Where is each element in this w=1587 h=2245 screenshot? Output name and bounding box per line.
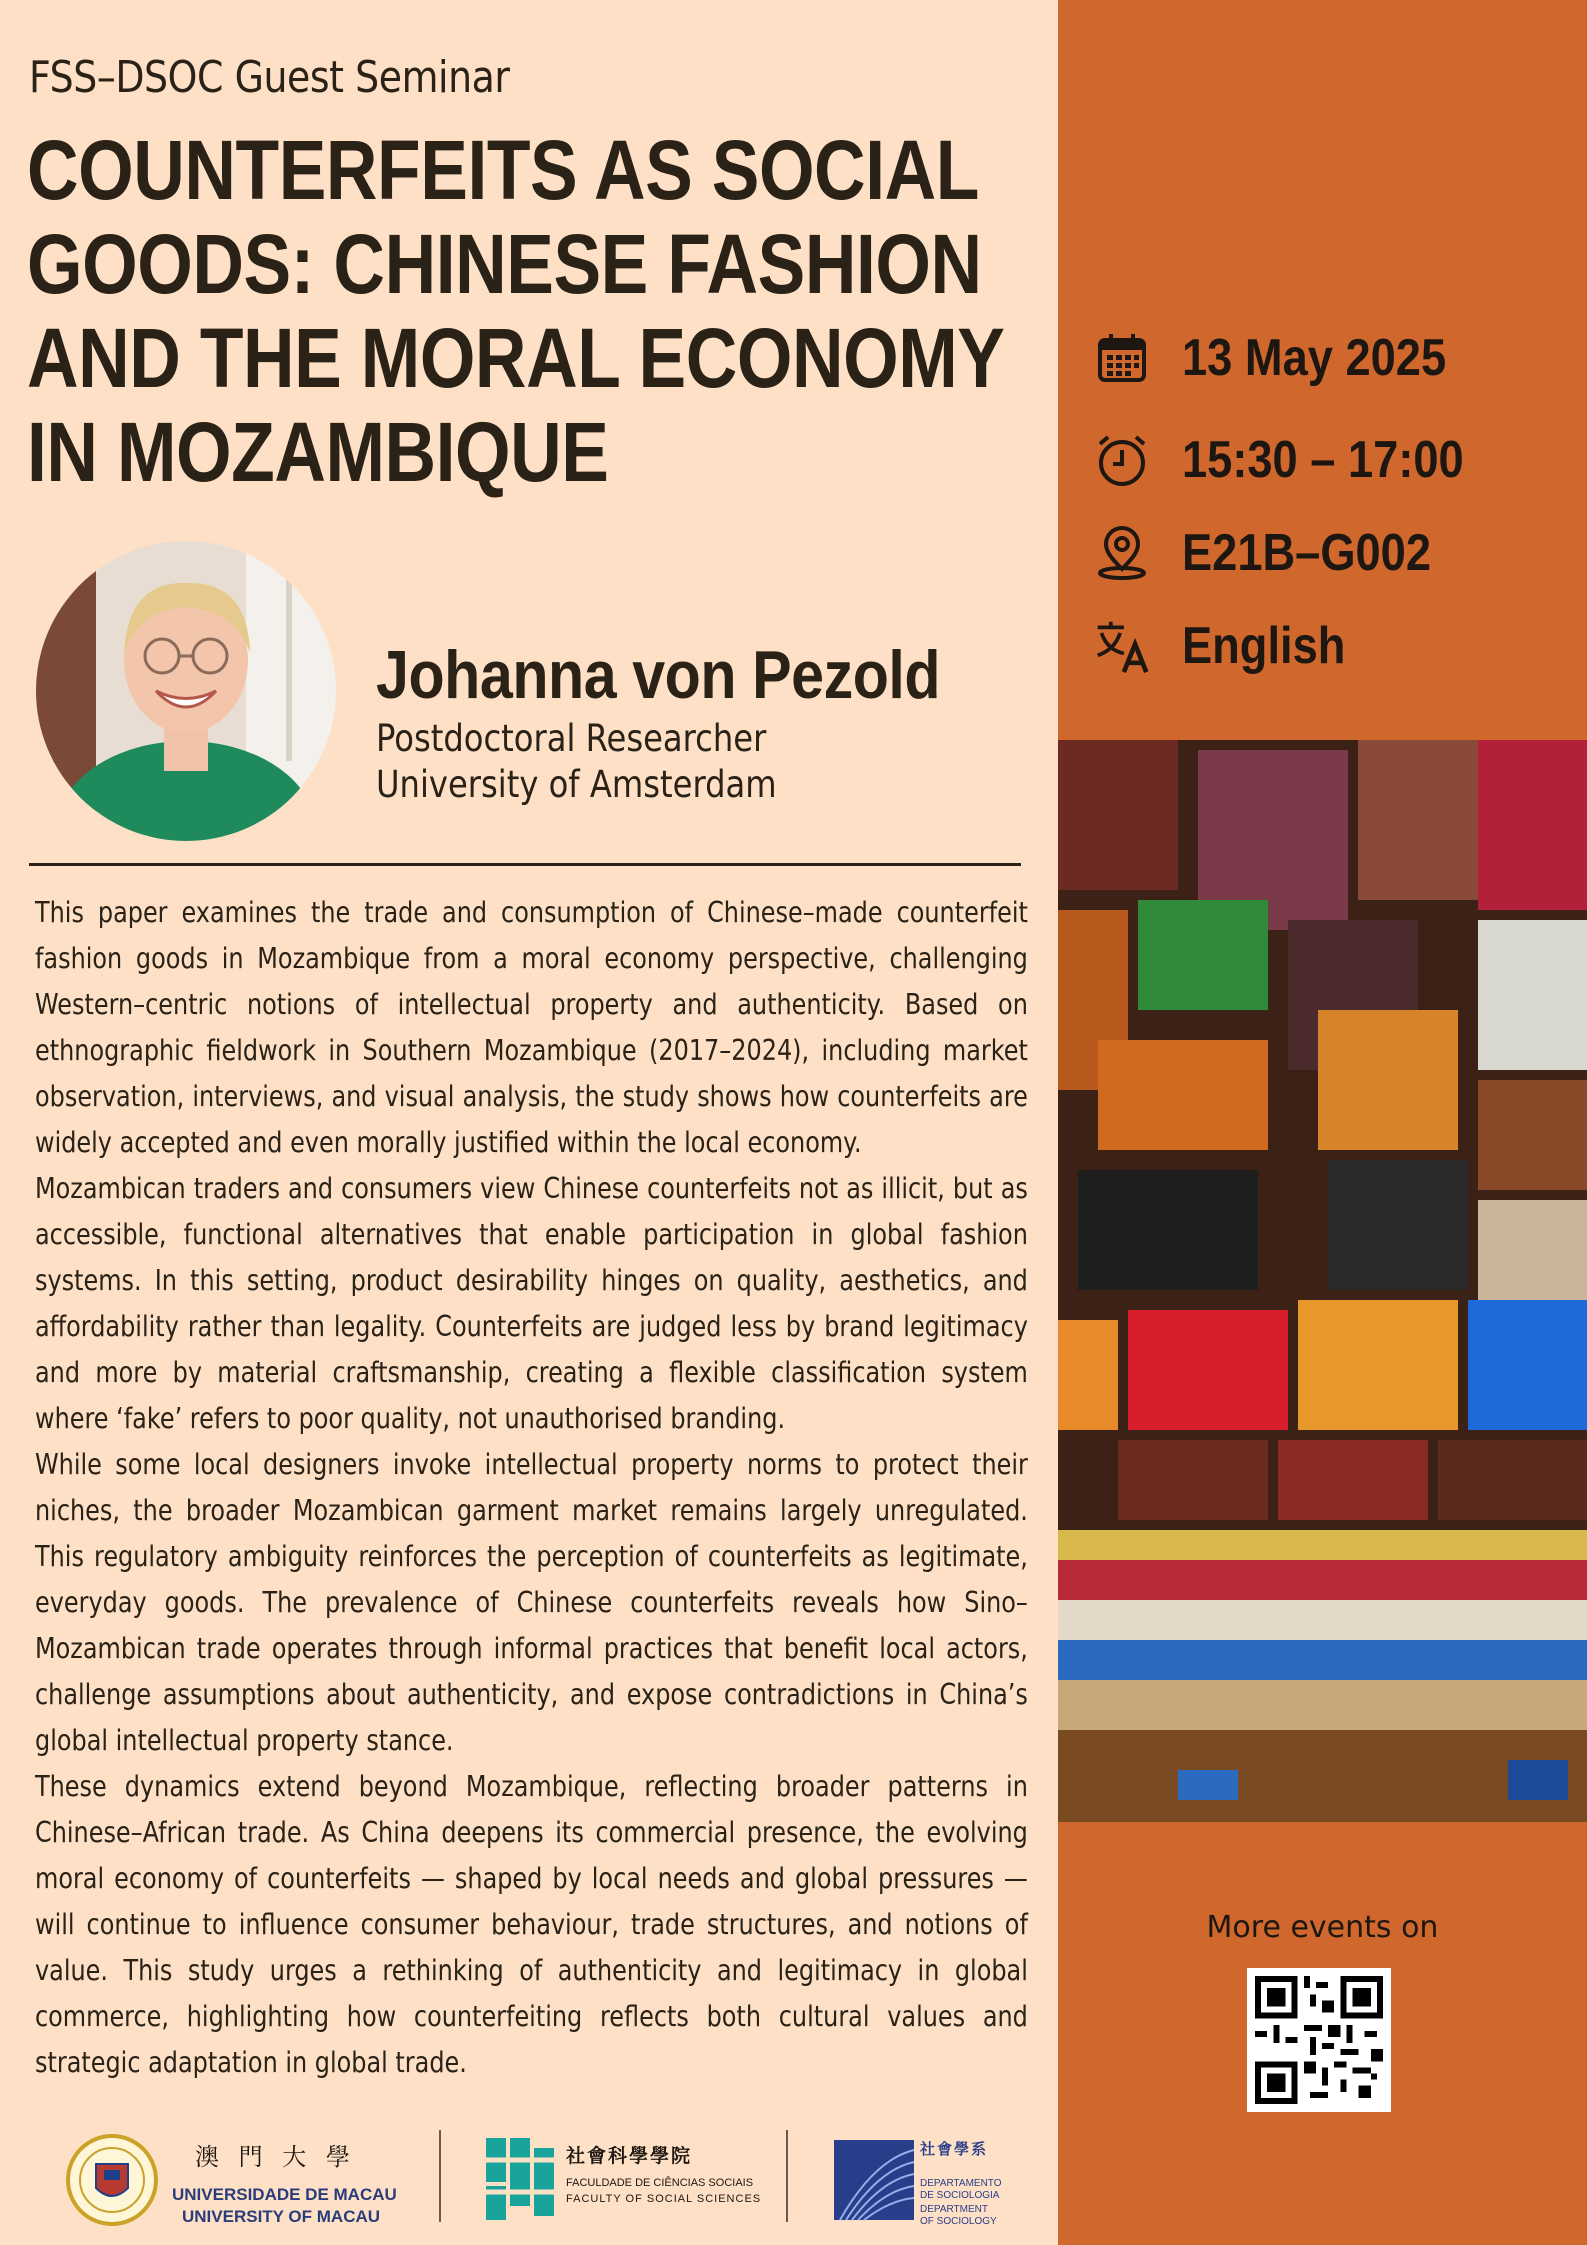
abstract-paragraph: While some local designers invoke intellectual property norms to protect their niches, the broader Mozambican garment market remains largely unregulated. This regulatory ambiguity reinforces the perception of counterfeits as legitimate, everyday goods. The prevalence of Chinese counterfeits reveals how Sino–Mozambican trade operates through informal practices that benefit local actors, challenge assumptions about authenticity, and expose contradictions in China’s global intellectual property stance. xyxy=(35,1448,1028,1757)
market-bags-image xyxy=(1058,740,1587,1822)
logo-separator xyxy=(439,2130,441,2222)
dsoc-portuguese-2: DE SOCIOLOGIA xyxy=(920,2190,1000,2201)
seminar-series: FSS–DSOC Guest Seminar xyxy=(29,52,510,103)
logo-bar xyxy=(0,2120,1058,2245)
event-time: 15:30 – 17:00 xyxy=(1182,431,1464,489)
fss-english: FACULTY OF SOCIAL SCIENCES xyxy=(566,2193,762,2205)
event-date: 13 May 2025 xyxy=(1182,329,1447,387)
page-title xyxy=(27,123,1030,499)
title-line: COUNTERFEITS AS SOCIAL xyxy=(27,123,979,217)
fss-logo xyxy=(486,2138,554,2220)
abstract-paragraph: Mozambican traders and consumers view Chinese counterfeits not as illicit, but as accessible, functional alternatives that enable participation in global fashion systems. In this setting, product desirability hinges on quality, aesthetics, and affordability rather than legality. Counterfeits are judged less by brand legitimacy and more by material craftsmanship, creating a flexible classification system where ‘fake’ refers to poor quality, not unauthorised branding. xyxy=(35,1172,1028,1435)
um-portuguese: UNIVERSIDADE DE MACAU xyxy=(172,2185,397,2204)
speaker-portrait xyxy=(36,541,336,841)
dsoc-chinese: 社會學系 xyxy=(920,2140,989,2158)
speaker-affiliation: University of Amsterdam xyxy=(376,763,777,806)
divider xyxy=(29,863,1021,866)
event-venue: E21B–G002 xyxy=(1182,524,1431,582)
dsoc-english-1: DEPARTMENT xyxy=(920,2204,988,2215)
abstract xyxy=(35,890,1028,2086)
event-language: English xyxy=(1182,617,1346,675)
event-venue-row xyxy=(1094,524,1431,582)
title-line: IN MOZAMBIQUE xyxy=(27,405,609,499)
calendar-icon xyxy=(1094,330,1150,386)
event-language-row xyxy=(1094,617,1346,675)
speaker-role: Postdoctoral Researcher xyxy=(376,717,767,760)
fss-chinese: 社會科學學院 xyxy=(566,2145,693,2167)
speaker-name: Johanna von Pezold xyxy=(376,637,941,713)
dsoc-portuguese-1: DEPARTAMENTO xyxy=(920,2178,1002,2189)
qr-code[interactable] xyxy=(1247,1968,1391,2112)
title-line: AND THE MORAL ECONOMY xyxy=(27,311,1005,405)
logo-separator xyxy=(786,2130,788,2222)
abstract-paragraph: These dynamics extend beyond Mozambique, reflecting broader patterns in Chinese–African trade. As China deepens its commercial presence, the evolving moral economy of counterfeits — shaped by local needs and global pressures — will continue to influence consumer behaviour, trade structures, and notions of value. This study urges a rethinking of authenticity and legitimacy in global commerce, highlighting how counterfeiting reflects both cultural values and strategic adaptation in global trade. xyxy=(35,1770,1028,2079)
location-pin-icon xyxy=(1094,525,1150,581)
translate-icon xyxy=(1094,618,1150,674)
title-line: GOODS: CHINESE FASHION xyxy=(27,217,982,311)
dsoc-english-2: OF SOCIOLOGY xyxy=(920,2216,997,2227)
event-time-row xyxy=(1094,431,1464,489)
event-date-row xyxy=(1094,329,1447,387)
fss-portuguese: FACULDADE DE CIÊNCIAS SOCIAIS xyxy=(566,2177,754,2189)
um-english: UNIVERSITY OF MACAU xyxy=(182,2207,381,2226)
university-seal-logo xyxy=(68,2136,156,2224)
alarm-clock-icon xyxy=(1094,432,1150,488)
abstract-paragraph: This paper examines the trade and consumption of Chinese–made counterfeit fashion goods in Mozambique from a moral economy perspective, challenging Western–centric notions of intellectual property and authenticity. Based on ethnographic fieldwork in Southern Mozambique (2017–2024), including market observation, interviews, and visual analysis, the study shows how counterfeits are widely accepted and even morally justified within the local economy. xyxy=(35,896,1028,1159)
um-chinese: 澳 門 大 學 xyxy=(195,2143,356,2171)
dsoc-logo xyxy=(834,2140,914,2220)
more-events-label: More events on xyxy=(1206,1910,1439,1945)
